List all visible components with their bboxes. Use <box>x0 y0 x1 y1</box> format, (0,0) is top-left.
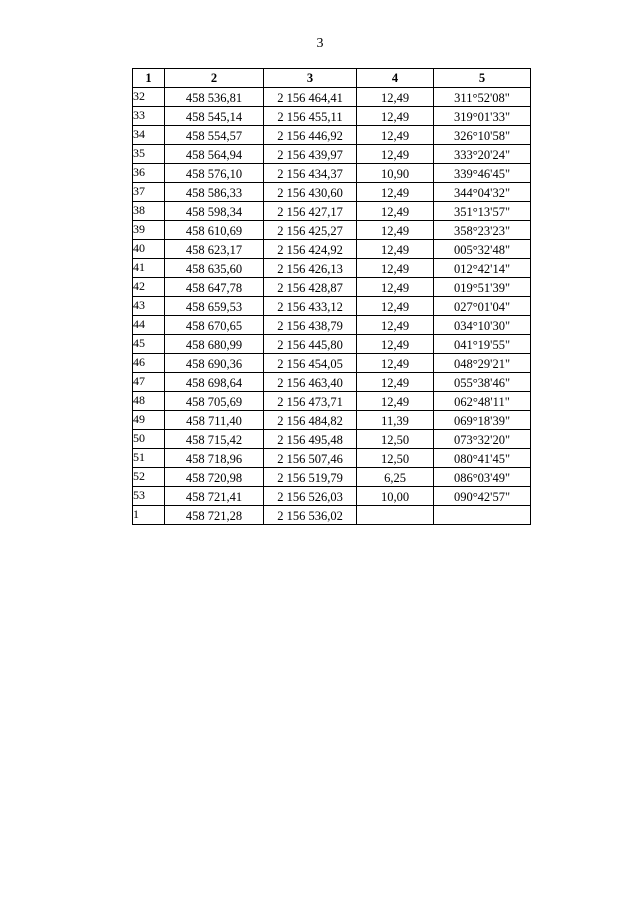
y-coordinate-cell: 2 156 428,87 <box>264 278 357 297</box>
point-number-cell: 41 <box>133 259 165 278</box>
x-coordinate-cell: 458 680,99 <box>165 335 264 354</box>
point-number-cell: 38 <box>133 202 165 221</box>
bearing-cell: 311°52'08" <box>434 88 531 107</box>
x-coordinate-cell: 458 721,41 <box>165 487 264 506</box>
distance-cell <box>357 506 434 525</box>
table-row <box>133 107 531 126</box>
y-coordinate-cell: 2 156 427,17 <box>264 202 357 221</box>
distance-cell: 12,50 <box>357 449 434 468</box>
table-row <box>133 487 531 506</box>
table-header-row <box>133 69 531 88</box>
distance-cell: 12,49 <box>357 107 434 126</box>
x-coordinate-cell: 458 705,69 <box>165 392 264 411</box>
bearing-cell: 019°51'39" <box>434 278 531 297</box>
point-number-cell: 51 <box>133 449 165 468</box>
bearing-cell: 005°32'48" <box>434 240 531 259</box>
bearing-cell: 041°19'55" <box>434 335 531 354</box>
distance-cell: 12,49 <box>357 373 434 392</box>
y-coordinate-cell: 2 156 439,97 <box>264 145 357 164</box>
y-coordinate-cell: 2 156 536,02 <box>264 506 357 525</box>
y-coordinate-cell: 2 156 425,27 <box>264 221 357 240</box>
table-body <box>133 88 531 525</box>
point-number-cell: 37 <box>133 183 165 202</box>
table-row <box>133 240 531 259</box>
bearing-cell <box>434 506 531 525</box>
point-number-cell: 50 <box>133 430 165 449</box>
distance-cell: 12,49 <box>357 297 434 316</box>
point-number-cell: 1 <box>133 506 165 525</box>
distance-cell: 12,49 <box>357 392 434 411</box>
x-coordinate-cell: 458 635,60 <box>165 259 264 278</box>
table-row <box>133 449 531 468</box>
x-coordinate-cell: 458 623,17 <box>165 240 264 259</box>
x-coordinate-cell: 458 545,14 <box>165 107 264 126</box>
column-header: 3 <box>264 69 357 88</box>
bearing-cell: 090°42'57" <box>434 487 531 506</box>
point-number-cell: 40 <box>133 240 165 259</box>
bearing-cell: 326°10'58" <box>434 126 531 145</box>
y-coordinate-cell: 2 156 430,60 <box>264 183 357 202</box>
x-coordinate-cell: 458 670,65 <box>165 316 264 335</box>
table-row <box>133 430 531 449</box>
table-row <box>133 506 531 525</box>
column-header: 4 <box>357 69 434 88</box>
y-coordinate-cell: 2 156 438,79 <box>264 316 357 335</box>
bearing-cell: 055°38'46" <box>434 373 531 392</box>
bearing-cell: 333°20'24" <box>434 145 531 164</box>
column-header: 2 <box>165 69 264 88</box>
distance-cell: 6,25 <box>357 468 434 487</box>
x-coordinate-cell: 458 698,64 <box>165 373 264 392</box>
bearing-cell: 034°10'30" <box>434 316 531 335</box>
y-coordinate-cell: 2 156 455,11 <box>264 107 357 126</box>
table-row <box>133 145 531 164</box>
x-coordinate-cell: 458 598,34 <box>165 202 264 221</box>
coordinates-table <box>132 68 531 525</box>
x-coordinate-cell: 458 564,94 <box>165 145 264 164</box>
table-row <box>133 316 531 335</box>
y-coordinate-cell: 2 156 473,71 <box>264 392 357 411</box>
y-coordinate-cell: 2 156 464,41 <box>264 88 357 107</box>
y-coordinate-cell: 2 156 484,82 <box>264 411 357 430</box>
y-coordinate-cell: 2 156 495,48 <box>264 430 357 449</box>
bearing-cell: 062°48'11" <box>434 392 531 411</box>
point-number-cell: 49 <box>133 411 165 430</box>
bearing-cell: 069°18'39" <box>434 411 531 430</box>
point-number-cell: 44 <box>133 316 165 335</box>
table-row <box>133 183 531 202</box>
point-number-cell: 47 <box>133 373 165 392</box>
table-row <box>133 297 531 316</box>
y-coordinate-cell: 2 156 454,05 <box>264 354 357 373</box>
x-coordinate-cell: 458 720,98 <box>165 468 264 487</box>
point-number-cell: 46 <box>133 354 165 373</box>
x-coordinate-cell: 458 721,28 <box>165 506 264 525</box>
distance-cell: 11,39 <box>357 411 434 430</box>
x-coordinate-cell: 458 586,33 <box>165 183 264 202</box>
point-number-cell: 36 <box>133 164 165 183</box>
table-row <box>133 164 531 183</box>
point-number-cell: 33 <box>133 107 165 126</box>
column-header: 5 <box>434 69 531 88</box>
distance-cell: 12,49 <box>357 202 434 221</box>
y-coordinate-cell: 2 156 445,80 <box>264 335 357 354</box>
distance-cell: 12,49 <box>357 240 434 259</box>
bearing-cell: 012°42'14" <box>434 259 531 278</box>
x-coordinate-cell: 458 647,78 <box>165 278 264 297</box>
bearing-cell: 319°01'33" <box>434 107 531 126</box>
bearing-cell: 073°32'20" <box>434 430 531 449</box>
y-coordinate-cell: 2 156 519,79 <box>264 468 357 487</box>
y-coordinate-cell: 2 156 463,40 <box>264 373 357 392</box>
distance-cell: 12,49 <box>357 316 434 335</box>
y-coordinate-cell: 2 156 424,92 <box>264 240 357 259</box>
point-number-cell: 34 <box>133 126 165 145</box>
table-row <box>133 88 531 107</box>
distance-cell: 12,49 <box>357 145 434 164</box>
point-number-cell: 52 <box>133 468 165 487</box>
point-number-cell: 42 <box>133 278 165 297</box>
point-number-cell: 43 <box>133 297 165 316</box>
distance-cell: 12,50 <box>357 430 434 449</box>
point-number-cell: 39 <box>133 221 165 240</box>
column-header: 1 <box>133 69 165 88</box>
distance-cell: 12,49 <box>357 335 434 354</box>
point-number-cell: 45 <box>133 335 165 354</box>
distance-cell: 12,49 <box>357 221 434 240</box>
bearing-cell: 086°03'49" <box>434 468 531 487</box>
table-row <box>133 278 531 297</box>
x-coordinate-cell: 458 576,10 <box>165 164 264 183</box>
y-coordinate-cell: 2 156 507,46 <box>264 449 357 468</box>
bearing-cell: 351°13'57" <box>434 202 531 221</box>
point-number-cell: 32 <box>133 88 165 107</box>
bearing-cell: 048°29'21" <box>434 354 531 373</box>
page-number: 3 <box>316 36 324 51</box>
table-row <box>133 354 531 373</box>
distance-cell: 12,49 <box>357 354 434 373</box>
distance-cell: 12,49 <box>357 126 434 145</box>
table-row <box>133 202 531 221</box>
y-coordinate-cell: 2 156 526,03 <box>264 487 357 506</box>
bearing-cell: 339°46'45" <box>434 164 531 183</box>
table-row <box>133 335 531 354</box>
x-coordinate-cell: 458 554,57 <box>165 126 264 145</box>
bearing-cell: 358°23'23" <box>434 221 531 240</box>
table-row <box>133 392 531 411</box>
distance-cell: 12,49 <box>357 88 434 107</box>
distance-cell: 10,00 <box>357 487 434 506</box>
bearing-cell: 344°04'32" <box>434 183 531 202</box>
distance-cell: 10,90 <box>357 164 434 183</box>
table-row <box>133 221 531 240</box>
x-coordinate-cell: 458 536,81 <box>165 88 264 107</box>
bearing-cell: 080°41'45" <box>434 449 531 468</box>
distance-cell: 12,49 <box>357 183 434 202</box>
point-number-cell: 35 <box>133 145 165 164</box>
x-coordinate-cell: 458 610,69 <box>165 221 264 240</box>
table-row <box>133 468 531 487</box>
y-coordinate-cell: 2 156 434,37 <box>264 164 357 183</box>
table-row <box>133 126 531 145</box>
distance-cell: 12,49 <box>357 259 434 278</box>
distance-cell: 12,49 <box>357 278 434 297</box>
y-coordinate-cell: 2 156 426,13 <box>264 259 357 278</box>
point-number-cell: 53 <box>133 487 165 506</box>
table-row <box>133 259 531 278</box>
table-row <box>133 373 531 392</box>
y-coordinate-cell: 2 156 433,12 <box>264 297 357 316</box>
x-coordinate-cell: 458 711,40 <box>165 411 264 430</box>
y-coordinate-cell: 2 156 446,92 <box>264 126 357 145</box>
table-row <box>133 411 531 430</box>
x-coordinate-cell: 458 718,96 <box>165 449 264 468</box>
x-coordinate-cell: 458 715,42 <box>165 430 264 449</box>
bearing-cell: 027°01'04" <box>434 297 531 316</box>
point-number-cell: 48 <box>133 392 165 411</box>
x-coordinate-cell: 458 659,53 <box>165 297 264 316</box>
x-coordinate-cell: 458 690,36 <box>165 354 264 373</box>
